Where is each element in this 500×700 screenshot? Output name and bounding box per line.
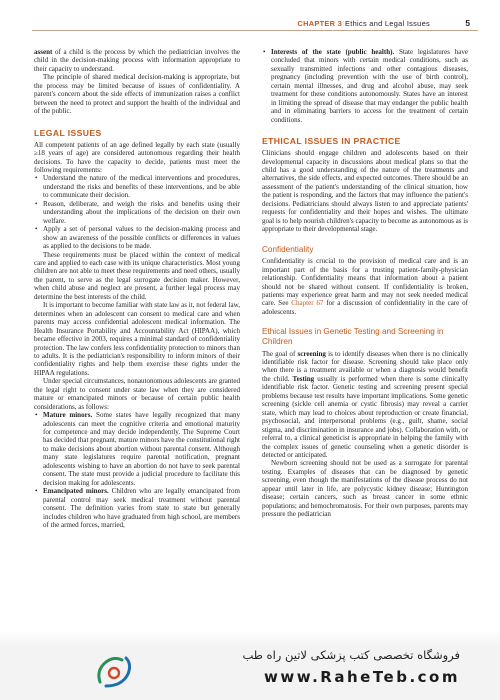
legal-issues-heading: LEGAL ISSUES	[34, 127, 102, 138]
right-column	[262, 48, 468, 519]
shared-decision-paragraph: The principle of shared medical decision-making is appropriate, but the process may be limited because of issues of confidentiality. A parent's concern about the side effects of immunization raises a conflict between the need to protect and support the health of the individual and of the public.	[34, 73, 240, 116]
requirements-list	[34, 174, 240, 250]
list-item: • Reason, deliberate, and weigh the risks and benefits using their understanding about the implications of the decision on their own welfare.	[34, 200, 240, 225]
list-item: • Mature minors. Some states have legally recognized that many adolescents can meet the cognitive criteria and emotional maturity for competence and may decide independently. The Supreme Court has decided that pregnant, mature minors have the constitutional right to make decisions about abortion without parental consent. Although many state legislatures require parental notification, pregnant adolescents wishing to have an abortion do not have to seek parental consent. The state must provide a judicial procedure to facilitate this decision making for adolescents.	[34, 411, 240, 487]
requirements-context-paragraph: These requirements must be placed within the context of medical care and applied to each case with its unique characteristics. Most young children are not able to meet these requirements and need others, usually the parent, to serve as the legal surrogate decision maker. However, when child abuse and neglect are present, a further legal process may determine the best interests of the child.	[34, 250, 240, 301]
chapter-header	[297, 19, 430, 28]
confidentiality-heading: Confidentiality	[262, 244, 314, 254]
newborn-screening-paragraph: Newborn screening should not be used as a surrogate for parental testing. Examples of diseases that can be diagnosed by genetic screening, even though the manifestations of the disease process do not appear until later in life, are polycystic kidney disease; Huntington disease; certain cancers, such as breast cancer in some ethnic populations; and hemochromatosis. For their own purposes, parents may pressure the pediatrician	[262, 459, 468, 519]
legal-intro-paragraph: All competent patients of an age defined legally by each state (usually ≥18 years of age) are considered autonomous regarding their health decisions. To have the capacity to decide, patients must meet the following requirements:	[34, 140, 240, 174]
list-item: • Understand the nature of the medical interventions and procedures, understand the risks and benefits of these interventions, and be able to communicate their decision.	[34, 174, 240, 199]
ethical-paragraph: Clinicians should engage children and adolescents based on their developmental capacity in discussions about medical plans so that the child has a good understanding of the nature of the treatments and alternatives, the side effects, and expected outcomes. There should be an assessment of the patient's understanding of the clinical situation, how the patient is responding, and the factors that may influence the patient's decisions. Pediatricians should always listen to and appreciate patients' requests for confidentiality and their hopes and wishes. The ultimate goal is to help nourish children's capacity to become as autonomous as is appropriate to their developmental stage.	[262, 149, 468, 234]
list-item: • Interests of the state (public health). State legislatures have concluded that minors with certain medical conditions, such as sexually transmitted infections and other contagious diseases, pregnancy (including prevention with the use of birth control), certain mental illnesses, and drug and alcohol abuse, may seek treatment for these conditions autonomously. States have an interest in limiting the spread of disease that may endanger the public health and in eliminating barriers to access for the treatment of certain conditions.	[262, 48, 468, 124]
page-number: 5	[465, 17, 470, 28]
confidentiality-paragraph: Confidentiality is crucial to the provision of medical care and is an important part of the basis for a trusting patient-family-physician relationship. Confidentiality means that information about a patient should not be shared without consent. If confidentiality is broken, patients may experience great harm and may not seek needed medical care. See Chapter 67 for a discussion of confidentiality in the care of adolescents.	[262, 257, 468, 316]
minors-list	[34, 411, 240, 529]
genetic-paragraph: The goal of screening is to identify diseases when there is no clinically identifiable risk factor for disease. Screening should take place only when there is a treatment available or when a diagnosis would benefit the child. Testing usually is performed when there is some clinically identifiable risk factor. Genetic testing and screening present special problems because test results have important implications. Some genetic screening (sickle cell anemia or cystic fibrosis) may reveal a carrier state, which may lead to choices about reproduction or create financial, psychosocial, and interpersonal problems (e.g., guilt, shame, social stigma, and discrimination in insurance and jobs). Collaboration with, or referral to, a clinical geneticist is appropriate in helping the family with the complex issues of genetic counseling when a genetic disorder is detected or anticipated.	[262, 349, 468, 459]
assent-term: assent	[34, 48, 53, 56]
left-column	[34, 48, 240, 529]
chapter-67-link[interactable]: Chapter 67	[291, 299, 324, 308]
ethical-issues-heading: ETHICAL ISSUES IN PRACTICE	[262, 136, 401, 147]
public-health-list	[262, 48, 468, 124]
genetic-testing-heading: Ethical Issues in Genetic Testing and Screening in Children	[262, 327, 444, 346]
state-law-paragraph: It is important to become familiar with state law as it, not federal law, determines when an adolescent can consent to medical care and when parents may access confidential adolescent medical information. The Health Insurance Portability and Accountability Act (HIPAA), which became effective in 2003, requires a minimal standard of confidentiality protection. The law confers less confidentiality protection to minors than to adults. It is the pediatrician's responsibility to inform minors of their confidentiality rights and help them exercise these rights under the HIPAA regulations.	[34, 301, 240, 377]
watermark-persian-text: فروشگاه تخصصی کتب پزشکی لاتین راه طب	[242, 648, 460, 662]
intro-paragraph: assent of a child is the process by which the pediatrician involves the child in the decision-making process with information appropriate to their capacity to understand.	[34, 48, 240, 73]
list-item: • Apply a set of personal values to the decision-making process and show an awareness of the possible conflicts or differences in values as applied to the decisions to be made.	[34, 225, 240, 250]
running-header	[32, 0, 478, 31]
list-item: • Emancipated minors. Children who are legally emancipated from parental control may seek medical treatment without parental consent. The definition varies from state to state but generally includes children who have graduated from high school, are members of the armed forces, married,	[34, 487, 240, 529]
watermark-url: www.RaheTeb.com	[263, 668, 460, 686]
chapter-title: Ethics and Legal Issues	[345, 19, 430, 28]
chapter-label: CHAPTER 3	[297, 19, 343, 28]
special-circumstances-paragraph: Under special circumstances, nonautonomous adolescents are granted the legal right to consent under state law when they are considered mature or emancipated minors or because of certain public health considerations, as follows:	[34, 377, 240, 411]
